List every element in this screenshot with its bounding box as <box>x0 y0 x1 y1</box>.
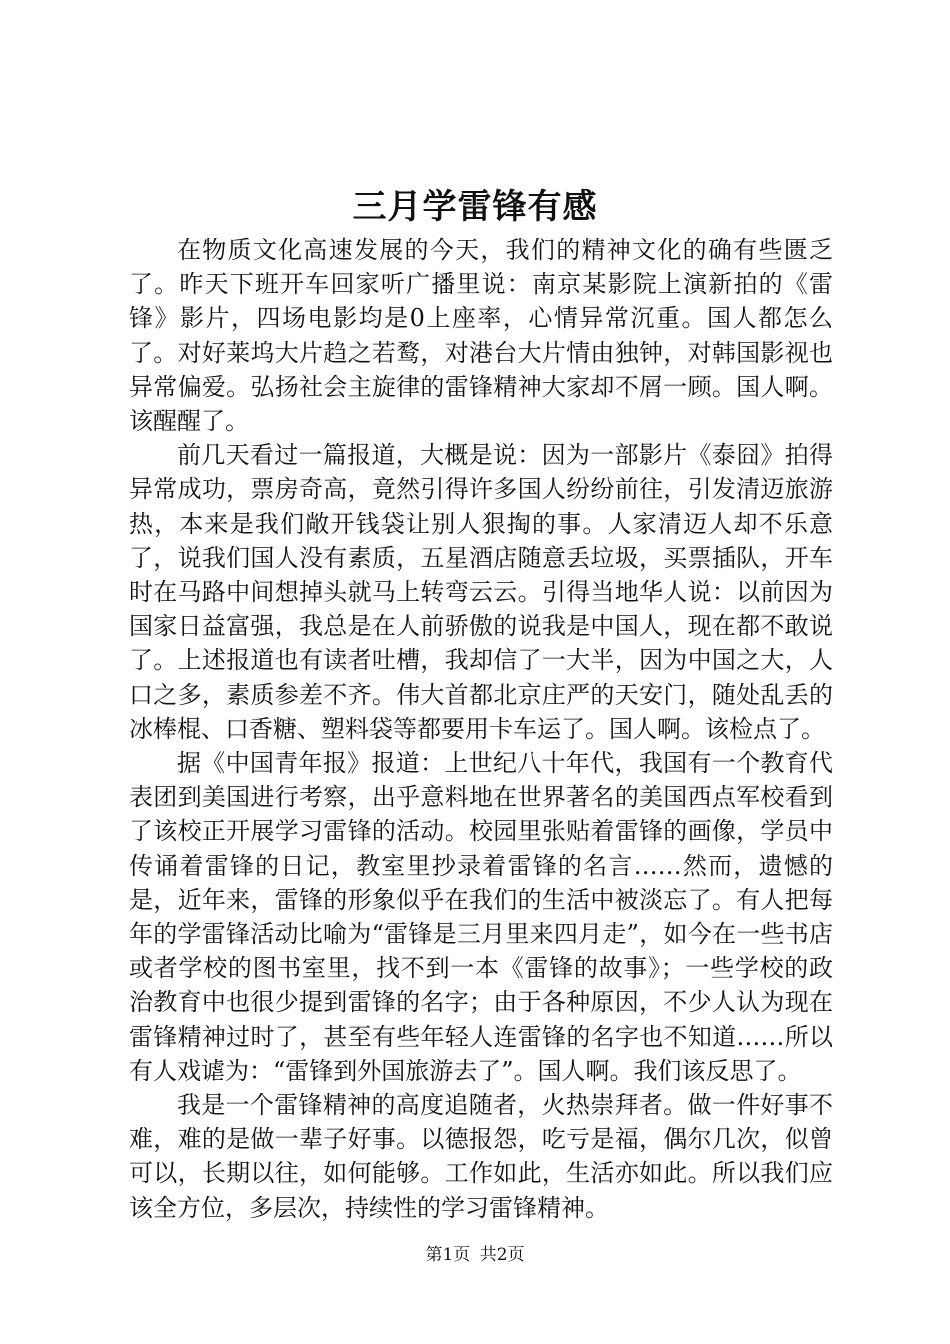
paragraph-4: 我是一个雷锋精神的高度追随者，火热崇拜者。做一件好事不难，难的是做一辈子好事。以德报怨，吃亏是福，偶尔几次，似曾可以，长期以往，如何能够。工作如此，生活亦如此。所以我们应该全方位，多层次，持续性的学习雷锋精神。 <box>129 1091 833 1222</box>
paragraph-1: 在物质文化高速发展的今天，我们的精神文化的确有些匮乏了。昨天下班开车回家听广播里说：南京某影院上演新拍的《雷锋》影片，四场电影均是0上座率，心情异常沉重。国人都怎么了。对好莱坞大片趋之若鹜，对港台大片情由独钟，对韩国影视也异常偏爱。弘扬社会主旋律的雷锋精神大家却不屑一顾。国人啊。该醒醒了。 <box>129 236 833 436</box>
paragraph-2: 前几天看过一篇报道，大概是说：因为一部影片《泰囧》拍得异常成功，票房奇高，竟然引得许多国人纷纷前往，引发清迈旅游热，本来是我们敞开钱袋让别人狠掏的事。人家清迈人却不乐意了，说我们国人没有素质，五星酒店随意丢垃圾，买票插队，开车时在马路中间想掉头就马上转弯云云。引得当地华人说：以前因为国家日益富强，我总是在人前骄傲的说我是中国人，现在都不敢说了。上述报道也有读者吐槽，我却信了一大半，因为中国之大，人口之多，素质参差不齐。伟大首都北京庄严的天安门，随处乱丢的冰棒棍、口香糖、塑料袋等都要用卡车运了。国人啊。该检点了。 <box>129 441 833 743</box>
page-footer <box>0 1243 950 1267</box>
page-total: 共2页 <box>479 1245 525 1265</box>
page-number: 第1页 <box>425 1245 471 1265</box>
document-body <box>129 233 833 1225</box>
paragraph-3: 据《中国青年报》报道：上世纪八十年代，我国有一个教育代表团到美国进行考察，出乎意料地在世界著名的美国西点军校看到了该校正开展学习雷锋的活动。校园里张贴着雷锋的画像，学员中传诵着雷锋的日记，教室里抄录着雷锋的名言……然而，遗憾的是，近年来，雷锋的形象似乎在我们的生活中被淡忘了。有人把每年的学雷锋活动比喻为“雷锋是三月里来四月走”，如今在一些书店或者学校的图书室里，找不到一本《雷锋的故事》；一些学校的政治教育中也很少提到雷锋的名字；由于各种原因，不少人认为现在雷锋精神过时了，甚至有些年轻人连雷锋的名字也不知道……所以有人戏谑为：“雷锋到外国旅游去了”。国人啊。我们该反思了。 <box>129 749 833 1085</box>
document-title: 三月学雷锋有感 <box>352 187 598 227</box>
